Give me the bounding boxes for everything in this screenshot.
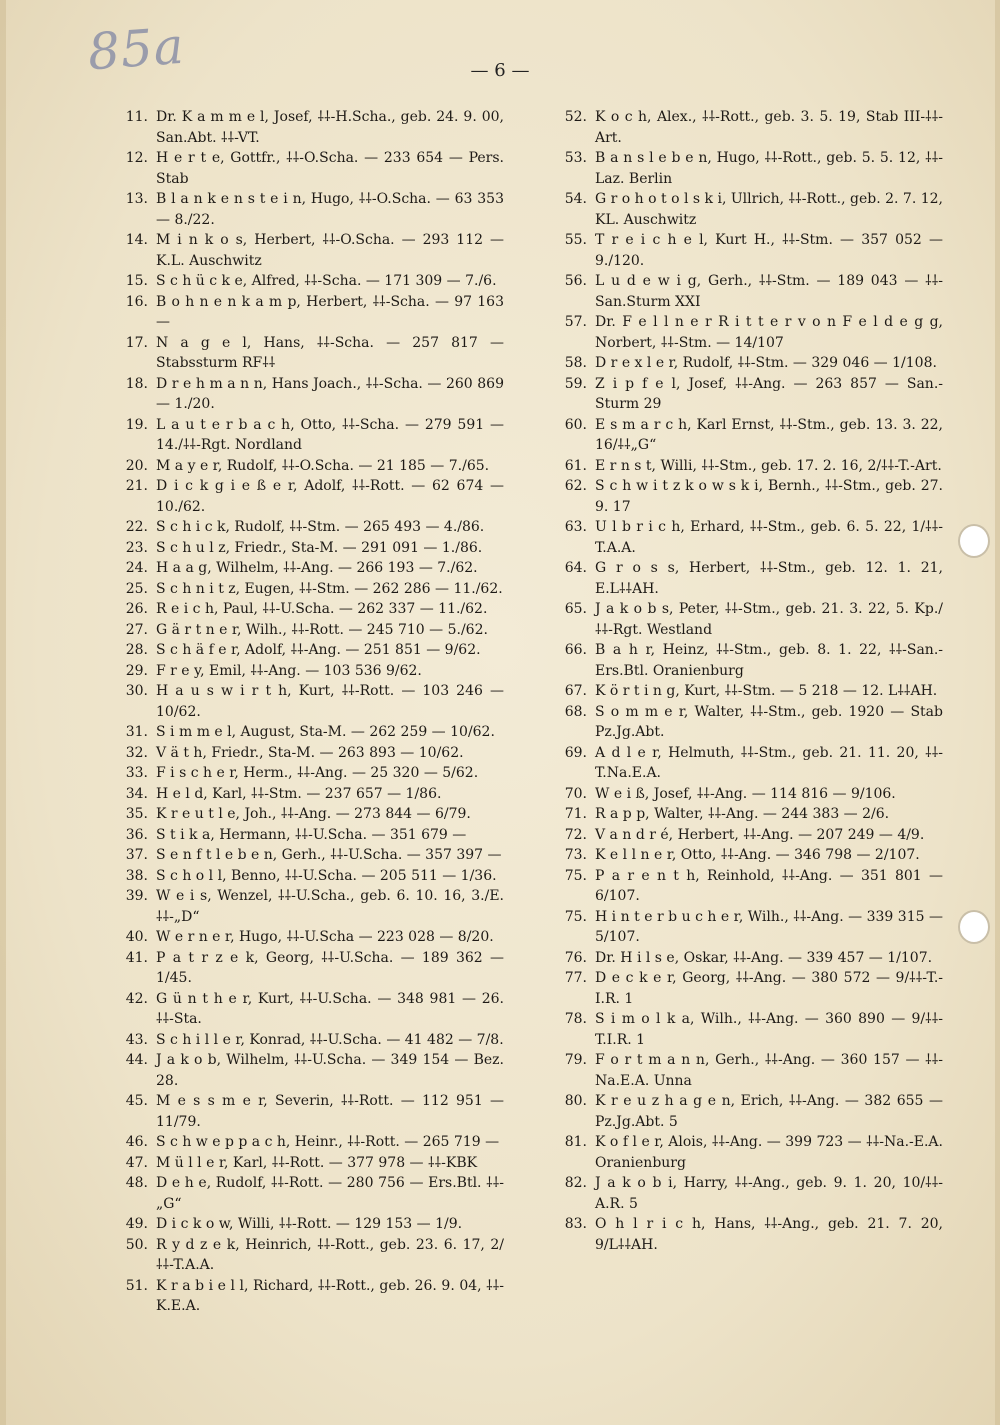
entry-number: 32.: [125, 744, 148, 761]
entry-number: 12.: [125, 150, 148, 166]
entry-number: 45.: [125, 1093, 148, 1109]
entry-number: 55.: [564, 232, 587, 248]
left-column: [106, 107, 504, 1317]
entry-text: T r e i c h e l, Kurt H., ⸸⸸-Stm. — 357 052 — 9./120.: [595, 232, 943, 269]
handwritten-page-mark: 85a: [86, 16, 187, 82]
entry-number: 52.: [564, 109, 587, 125]
entry-text: R e i c h, Paul, ⸸⸸-U.Scha. — 262 337 — 11./62.: [156, 601, 488, 617]
list-item: [106, 845, 504, 866]
entry-number: 40.: [125, 929, 148, 945]
paper-edge-right: [995, 0, 1000, 1425]
entry-number: 53.: [564, 150, 587, 166]
list-item: [106, 1276, 504, 1317]
entry-text: M e s s m e r, Severin, ⸸⸸-Rott. — 112 951 — 11/79.: [156, 1093, 504, 1130]
entry-number: 81.: [564, 1134, 587, 1150]
entry-number: 23.: [125, 539, 148, 556]
entry-text: K r a b i e l l, Richard, ⸸⸸-Rott., geb. 26. 9. 04, ⸸⸸-K.E.A.: [156, 1277, 504, 1314]
entry-text: S o m m e r, Walter, ⸸⸸-Stm., geb. 1920 — Stab Pz.Jg.Abt.: [595, 703, 943, 740]
entry-text: R y d z e k, Heinrich, ⸸⸸-Rott., geb. 23. 6. 17, 2/⸸⸸-T.A.A.: [156, 1236, 504, 1273]
list-item: [106, 743, 504, 764]
entry-text: V a n d r é, Herbert, ⸸⸸-Ang. — 207 249 — 4/9.: [595, 826, 925, 843]
entry-number: 14.: [125, 232, 148, 248]
entry-text: W e r n e r, Hugo, ⸸⸸-U.Scha — 223 028 — 8/20.: [156, 929, 494, 945]
entry-text: P a t r z e k, Georg, ⸸⸸-U.Scha. — 189 362 — 1/45.: [156, 949, 504, 986]
list-item: [106, 989, 504, 1030]
entry-number: 78.: [564, 1011, 587, 1027]
list-item: [545, 1173, 943, 1214]
entry-text: H a a g, Wilhelm, ⸸⸸-Ang. — 266 193 — 7./62.: [156, 560, 478, 576]
list-item: [106, 599, 504, 620]
entry-text: S t i k a, Hermann, ⸸⸸-U.Scha. — 351 679 —: [156, 826, 467, 843]
entry-text: Dr. H i l s e, Oskar, ⸸⸸-Ang. — 339 457 — 1/107.: [595, 949, 933, 966]
list-item: [106, 292, 504, 333]
entry-text: F i s c h e r, Herm., ⸸⸸-Ang. — 25 320 — 5/62.: [156, 765, 479, 781]
list-item: [106, 148, 504, 189]
entry-number: 30.: [125, 683, 148, 699]
entry-number: 57.: [564, 314, 587, 330]
entry-text: S c h n i t z, Eugen, ⸸⸸-Stm. — 262 286 — 11./62.: [156, 580, 503, 597]
entry-number: 68.: [564, 703, 587, 720]
list-item: [106, 579, 504, 600]
entry-text: H e r t e, Gottfr., ⸸⸸-O.Scha. — 233 654 — Pers. Stab: [156, 150, 504, 187]
entry-text: D e h e, Rudolf, ⸸⸸-Rott. — 280 756 — Ers.Btl. ⸸⸸-„G“: [156, 1175, 504, 1212]
entry-number: 22.: [125, 519, 148, 535]
entry-text: O h l r i c h, Hans, ⸸⸸-Ang., geb. 21. 7. 20, 9/L⸸⸸AH.: [595, 1216, 943, 1253]
list-item: [106, 927, 504, 948]
entry-number: 60.: [564, 416, 587, 433]
entry-number: 62.: [564, 478, 587, 494]
entry-number: 54.: [564, 191, 587, 207]
entry-number: 72.: [564, 826, 587, 843]
list-item: [545, 866, 943, 907]
list-item: [545, 640, 943, 681]
entry-text: G ä r t n e r, Wilh., ⸸⸸-Rott. — 245 710 — 5./62.: [156, 621, 488, 638]
list-item: [106, 271, 504, 292]
list-item: [106, 784, 504, 805]
entry-text: M i n k o s, Herbert, ⸸⸸-O.Scha. — 293 112 — K.L. Auschwitz: [156, 232, 504, 269]
list-item: [106, 189, 504, 230]
entry-number: 48.: [125, 1175, 148, 1191]
entry-text: W e i s, Wenzel, ⸸⸸-U.Scha., geb. 6. 10. 16, 3./E. ⸸⸸-„D“: [156, 888, 504, 925]
entry-number: 44.: [125, 1052, 148, 1068]
entry-text: G ü n t h e r, Kurt, ⸸⸸-U.Scha. — 348 981 — 26. ⸸⸸-Sta.: [156, 990, 504, 1027]
list-item: [106, 886, 504, 927]
entry-number: 26.: [125, 601, 148, 617]
entry-text: H i n t e r b u c h e r, Wilh., ⸸⸸-Ang. — 339 315 — 5/107.: [595, 908, 943, 945]
entry-number: 58.: [564, 355, 587, 371]
entry-number: 42.: [125, 990, 148, 1007]
entry-number: 18.: [125, 375, 148, 392]
entry-text: S c h ü c k e, Alfred, ⸸⸸-Scha. — 171 309 — 7./6.: [156, 273, 497, 289]
entry-text: K o c h, Alex., ⸸⸸-Rott., geb. 3. 5. 19, Stab III-⸸⸸-Art.: [595, 109, 943, 146]
list-item: [545, 189, 943, 230]
entry-text: K o f l e r, Alois, ⸸⸸-Ang. — 399 723 — ⸸⸸-Na.-E.A. Oranienburg: [595, 1134, 943, 1171]
entry-text: Dr. K a m m e l, Josef, ⸸⸸-H.Scha., geb. 24. 9. 00, San.Abt. ⸸⸸-VT.: [156, 109, 504, 146]
list-item: [106, 681, 504, 722]
entry-number: 46.: [125, 1134, 148, 1150]
entry-number: 82.: [564, 1175, 587, 1191]
entry-number: 76.: [564, 949, 587, 966]
list-item: [106, 640, 504, 661]
list-item: [545, 1009, 943, 1050]
entry-text: S e n f t l e b e n, Gerh., ⸸⸸-U.Scha. — 357 397 —: [156, 847, 502, 863]
entry-text: N a g e l, Hans, ⸸⸸-Scha. — 257 817 — Stabssturm RF⸸⸸: [156, 334, 504, 371]
list-item: [106, 415, 504, 456]
list-item: [106, 1050, 504, 1091]
entry-text: H a u s w i r t h, Kurt, ⸸⸸-Rott. — 103 246 — 10/62.: [156, 683, 504, 720]
entry-number: 11.: [125, 109, 148, 125]
list-item: [106, 1153, 504, 1174]
entry-number: 77.: [564, 970, 587, 986]
list-item: [545, 681, 943, 702]
list-item: [106, 1214, 504, 1235]
entry-text: S c h u l z, Friedr., Sta-M. — 291 091 — 1./86.: [156, 539, 483, 556]
entry-text: W e i ß, Josef, ⸸⸸-Ang. — 114 816 — 9/106.: [595, 785, 896, 802]
list-item: [106, 620, 504, 641]
entry-text: E s m a r c h, Karl Ernst, ⸸⸸-Stm., geb. 13. 3. 22, 16/⸸⸸„G“: [595, 416, 943, 453]
list-item: [545, 374, 943, 415]
entry-number: 37.: [125, 847, 148, 863]
list-item: [106, 107, 504, 148]
entry-text: Z i p f e l, Josef, ⸸⸸-Ang. — 263 857 — San.-Sturm 29: [595, 375, 943, 412]
list-item: [545, 517, 943, 558]
entry-text: S c h o l l, Benno, ⸸⸸-U.Scha. — 205 511 — 1/36.: [156, 867, 497, 884]
entry-text: K r e u z h a g e n, Erich, ⸸⸸-Ang. — 382 655 — Pz.Jg.Abt. 5: [595, 1093, 943, 1130]
list-item: [545, 230, 943, 271]
list-item: [545, 1132, 943, 1173]
entry-number: 50.: [125, 1236, 148, 1253]
entry-text: A d l e r, Helmuth, ⸸⸸-Stm., geb. 21. 11. 20, ⸸⸸-T.Na.E.A.: [595, 744, 943, 781]
entry-number: 70.: [564, 785, 587, 802]
list-item: [545, 825, 943, 846]
entry-number: 59.: [564, 375, 587, 392]
list-item: [106, 374, 504, 415]
entry-text: K ö r t i n g, Kurt, ⸸⸸-Stm. — 5 218 — 12. L⸸⸸AH.: [595, 683, 938, 699]
entry-number: 43.: [125, 1031, 148, 1048]
list-item: [106, 825, 504, 846]
entry-number: 39.: [125, 888, 148, 904]
punch-hole-icon: [958, 524, 990, 558]
entry-number: 56.: [564, 273, 587, 289]
entry-number: 64.: [564, 560, 587, 576]
entry-number: 41.: [125, 949, 148, 966]
entry-text: L a u t e r b a c h, Otto, ⸸⸸-Scha. — 279 591 — 14./⸸⸸-Rgt. Nordland: [156, 416, 504, 453]
list-item: [545, 456, 943, 477]
entry-number: 65.: [564, 601, 587, 617]
entry-number: 21.: [125, 478, 148, 494]
entry-number: 75.: [564, 867, 587, 884]
list-item: [106, 517, 504, 538]
list-item: [545, 107, 943, 148]
entry-number: 20.: [125, 457, 148, 474]
entry-text: H e l d, Karl, ⸸⸸-Stm. — 237 657 — 1/86.: [156, 785, 442, 802]
list-item: [545, 1214, 943, 1255]
entry-number: 38.: [125, 867, 148, 884]
entry-number: 35.: [125, 806, 148, 822]
entry-number: 19.: [125, 416, 148, 433]
list-item: [106, 722, 504, 743]
list-item: [106, 948, 504, 989]
list-item: [545, 599, 943, 640]
entry-text: L u d e w i g, Gerh., ⸸⸸-Stm. — 189 043 — ⸸⸸-San.Sturm XXI: [595, 273, 943, 310]
list-item: [106, 476, 504, 517]
entry-number: 29.: [125, 662, 148, 679]
list-item: [106, 866, 504, 887]
entry-text: B l a n k e n s t e i n, Hugo, ⸸⸸-O.Scha. — 63 353 — 8./22.: [156, 191, 504, 228]
entry-text: D i c k g i e ß e r, Adolf, ⸸⸸-Rott. — 62 674 — 10./62.: [156, 478, 504, 515]
entry-number: 80.: [564, 1093, 587, 1109]
list-item: [545, 702, 943, 743]
entry-text: S c h w e p p a c h, Heinr., ⸸⸸-Rott. — 265 719 —: [156, 1134, 500, 1150]
list-item: [545, 968, 943, 1009]
list-item: [545, 271, 943, 312]
entry-number: 34.: [125, 785, 148, 802]
list-item: [106, 1030, 504, 1051]
entry-text: J a k o b, Wilhelm, ⸸⸸-U.Scha. — 349 154 — Bez. 28.: [156, 1052, 504, 1089]
list-item: [545, 1091, 943, 1132]
entry-text: S i m m e l, August, Sta-M. — 262 259 — 10/62.: [156, 724, 495, 740]
list-item: [106, 230, 504, 271]
list-item: [545, 415, 943, 456]
entry-text: G r o h o t o l s k i, Ullrich, ⸸⸸-Rott., geb. 2. 7. 12, KL. Auschwitz: [595, 191, 943, 228]
entry-text: E r n s t, Willi, ⸸⸸-Stm., geb. 17. 2. 16, 2/⸸⸸-T.-Art.: [595, 457, 942, 474]
entry-number: 16.: [125, 293, 148, 310]
entry-number: 47.: [125, 1154, 148, 1171]
entry-number: 79.: [564, 1052, 587, 1068]
entry-text: J a k o b i, Harry, ⸸⸸-Ang., geb. 9. 1. 20, 10/⸸⸸-A.R. 5: [595, 1175, 943, 1212]
entry-number: 31.: [125, 724, 148, 740]
list-item: [545, 476, 943, 517]
list-item: [106, 558, 504, 579]
entry-number: 71.: [564, 806, 587, 822]
entry-text: M ü l l e r, Karl, ⸸⸸-Rott. — 377 978 — ⸸⸸-KBK: [156, 1154, 478, 1171]
entry-text: R a p p, Walter, ⸸⸸-Ang. — 244 383 — 2/6.: [595, 806, 890, 822]
list-item: [545, 353, 943, 374]
entry-text: S c h i l l e r, Konrad, ⸸⸸-U.Scha. — 41 482 — 7/8.: [156, 1031, 504, 1048]
entry-number: 36.: [125, 826, 148, 843]
entry-text: B o h n e n k a m p, Herbert, ⸸⸸-Scha. — 97 163 —: [156, 293, 504, 330]
entry-text: V ä t h, Friedr., Sta-M. — 263 893 — 10/62.: [156, 744, 464, 761]
entry-number: 63.: [564, 519, 587, 535]
list-item: [106, 1132, 504, 1153]
list-item: [106, 333, 504, 374]
entry-number: 73.: [564, 847, 587, 863]
list-item: [545, 1050, 943, 1091]
paper-edge-left: [0, 0, 6, 1425]
entry-text: J a k o b s, Peter, ⸸⸸-Stm., geb. 21. 3. 22, 5. Kp./ ⸸⸸-Rgt. Westland: [595, 601, 943, 638]
entry-number: 49.: [125, 1216, 148, 1232]
page-number: — 6 —: [470, 60, 530, 81]
entry-text: K e l l n e r, Otto, ⸸⸸-Ang. — 346 798 — 2/107.: [595, 847, 920, 863]
entry-number: 61.: [564, 457, 587, 474]
entry-number: 33.: [125, 765, 148, 781]
entry-text: M a y e r, Rudolf, ⸸⸸-O.Scha. — 21 185 — 7./65.: [156, 457, 490, 474]
entry-number: 66.: [564, 642, 587, 658]
entry-text: D r e x l e r, Rudolf, ⸸⸸-Stm. — 329 046 — 1/108.: [595, 355, 937, 371]
list-item: [106, 804, 504, 825]
entry-text: Dr. F e l l n e r R i t t e r v o n F e l d e g g, Norbert, ⸸⸸-Stm. — 14/107: [595, 314, 943, 351]
entry-text: B a h r, Heinz, ⸸⸸-Stm., geb. 8. 1. 22, ⸸⸸-San.-Ers.Btl. Oranienburg: [595, 642, 943, 679]
entry-text: S c h w i t z k o w s k i, Bernh., ⸸⸸-Stm., geb. 27. 9. 17: [595, 478, 943, 515]
entry-number: 67.: [564, 683, 587, 699]
entry-text: U l b r i c h, Erhard, ⸸⸸-Stm., geb. 6. 5. 22, 1/⸸⸸-T.A.A.: [595, 519, 943, 556]
entry-text: G r o s s, Herbert, ⸸⸸-Stm., geb. 12. 1. 21, E.L⸸⸸AH.: [595, 560, 943, 597]
right-column: [545, 107, 943, 1255]
entry-text: B a n s l e b e n, Hugo, ⸸⸸-Rott., geb. 5. 5. 12, ⸸⸸-Laz. Berlin: [595, 150, 943, 187]
entry-number: 28.: [125, 642, 148, 658]
list-item: [545, 784, 943, 805]
entry-number: 83.: [564, 1216, 587, 1232]
entry-text: D r e h m a n n, Hans Joach., ⸸⸸-Scha. — 260 869 — 1./20.: [156, 375, 504, 412]
list-item: [545, 743, 943, 784]
entry-text: D i c k o w, Willi, ⸸⸸-Rott. — 129 153 — 1/9.: [156, 1216, 463, 1232]
entry-text: D e c k e r, Georg, ⸸⸸-Ang. — 380 572 — 9/⸸⸸-T.-I.R. 1: [595, 970, 943, 1007]
entry-number: 15.: [125, 273, 148, 289]
entry-number: 13.: [125, 191, 148, 207]
list-item: [106, 661, 504, 682]
entry-number: 69.: [564, 744, 587, 761]
entry-text: S i m o l k a, Wilh., ⸸⸸-Ang. — 360 890 — 9/⸸⸸-T.I.R. 1: [595, 1011, 943, 1048]
list-item: [106, 456, 504, 477]
entry-number: 25.: [125, 580, 148, 597]
entry-number: 24.: [125, 560, 148, 576]
entry-text: P a r e n t h, Reinhold, ⸸⸸-Ang. — 351 801 — 6/107.: [595, 867, 943, 904]
list-item: [545, 948, 943, 969]
list-item: [545, 558, 943, 599]
list-item: [106, 538, 504, 559]
list-item: [106, 1091, 504, 1132]
entry-text: F r e y, Emil, ⸸⸸-Ang. — 103 536 9/62.: [156, 662, 422, 679]
entry-text: S c h i c k, Rudolf, ⸸⸸-Stm. — 265 493 — 4./86.: [156, 519, 485, 535]
entry-text: F o r t m a n n, Gerh., ⸸⸸-Ang. — 360 157 — ⸸⸸-Na.E.A. Unna: [595, 1052, 943, 1089]
entry-text: S c h ä f e r, Adolf, ⸸⸸-Ang. — 251 851 — 9/62.: [156, 642, 481, 658]
list-item: [545, 148, 943, 189]
list-item: [545, 907, 943, 948]
list-item: [106, 1235, 504, 1276]
entry-text: K r e u t l e, Joh., ⸸⸸-Ang. — 273 844 — 6/79.: [156, 806, 471, 822]
entry-number: 27.: [125, 621, 148, 638]
entry-number: 17.: [125, 334, 148, 351]
list-item: [545, 312, 943, 353]
entry-number: 75.: [564, 908, 587, 925]
list-item: [545, 804, 943, 825]
list-item: [106, 763, 504, 784]
list-item: [106, 1173, 504, 1214]
list-item: [545, 845, 943, 866]
entry-number: 51.: [125, 1277, 148, 1294]
punch-hole-icon: [958, 910, 990, 944]
